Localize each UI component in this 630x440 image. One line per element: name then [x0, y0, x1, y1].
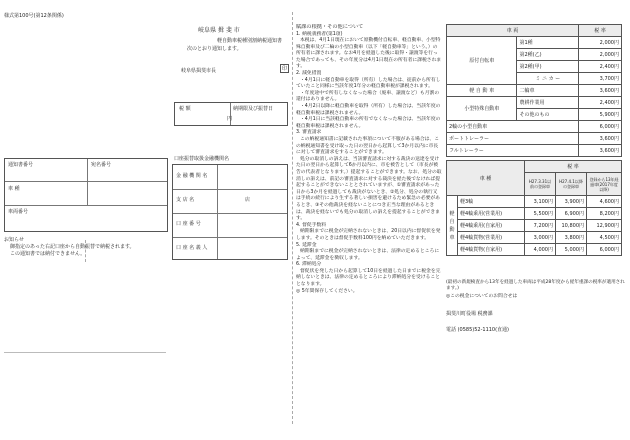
col-divider [217, 165, 218, 259]
body-paragraph: ◎ 5年間保存してください。 [296, 288, 358, 294]
group-cell: 軽 自 動 車 [447, 85, 517, 97]
bank-info-box [172, 164, 288, 260]
notes-title: お知らせ [4, 237, 24, 243]
table-row [447, 85, 622, 97]
col-divider [87, 159, 88, 205]
tax-label: 税 額 [179, 106, 191, 112]
explanation-column [296, 24, 442, 414]
rate-cell: 4,600円 [587, 196, 622, 208]
rate-cell: 2,400円 [579, 97, 622, 109]
rate-cell: 3,600円 [579, 85, 622, 97]
group-cell: 2輪の小型自動車 [447, 121, 579, 133]
tax-amount-box [174, 102, 288, 126]
type-cell: 軽4輪貨物(自家用) [458, 244, 525, 256]
body-paragraph: 1. 納税義務者(第1項) [296, 31, 343, 37]
group-cell: ボートトレーラー [447, 133, 579, 145]
rate-cell: 3,800円 [556, 232, 587, 244]
type-cell: その他のもの [517, 109, 579, 121]
contact-phone: 電話 (0585)52-1110(直通) [446, 327, 510, 333]
table-row [447, 133, 622, 145]
body-paragraph: 4. 督促手数料 [296, 222, 327, 228]
rate-table [446, 24, 622, 157]
type-cell: 第2種(乙) [517, 49, 579, 61]
row-divider [5, 181, 167, 182]
rate-cell: 5,500円 [525, 208, 556, 220]
rate-cell: 7,200円 [525, 220, 556, 232]
bank-section-title: 口座振替取扱金融機関名 [174, 156, 230, 162]
type-cell: ミ ニ カ ー [517, 73, 579, 85]
rate-cell: 3,700円 [579, 73, 622, 85]
body-paragraph: 納期限までに税金が完納されないときは、法律の定めるところによって、延滞金を徴収します。 [296, 249, 440, 261]
car-table-header-rate: 税 率 [525, 161, 622, 173]
body-paragraph: 督促状を発した日から起算して10日を経過した日までに税金を完納しないときは、法律の定めるところにより滞納処分を受けることとなります。 [296, 268, 441, 288]
type-cell: 第1種 [517, 37, 579, 49]
table-row [447, 232, 622, 244]
table-row [447, 97, 622, 109]
side-label: 軽自動車 [447, 196, 458, 256]
rate-cell: 8,200円 [587, 208, 622, 220]
greeting-text: 次のとおり通知します。 [187, 46, 242, 52]
fold-line [292, 12, 293, 424]
body-paragraph: 6. 滞納処分 [296, 262, 322, 268]
table-row [447, 208, 622, 220]
account-number-label: 口 座 番 号 [176, 221, 201, 227]
table-row [447, 196, 622, 208]
table-row [447, 121, 622, 133]
divider-line [4, 352, 166, 353]
row-divider [5, 205, 167, 206]
rate-cell: 6,000円 [579, 121, 622, 133]
group-cell: フルトレーラー [447, 145, 579, 157]
sub-header: H27.4.1以降の登録車 [556, 173, 587, 196]
due-label: 納期限及び振替日 [233, 106, 274, 112]
type-cell: 軽4輪乗用(営業用) [458, 208, 525, 220]
body-paragraph: ・4月1日に軽自動車を取得（所有）した場合は、従前から所有していたこと同様に当該年度1年分の軽自動車税が課税されます。 [296, 77, 441, 90]
table-row [447, 145, 622, 157]
rate-cell: 3,100円 [525, 196, 556, 208]
car-table-header-vehicle: 車 種 [447, 161, 525, 196]
rate-cell: 5,000円 [556, 244, 587, 256]
owner-info-box [4, 158, 168, 232]
body-paragraph: この納税通知書に記載された事項について不服がある場合は、この納税通知書を受け取った日の翌日から起算して3か月以内に市長に対して審査請求をすることができます。 [296, 137, 440, 156]
body-paragraph: 本税は、4月1日現在において原動機付自転車、軽自動車、小型特殊自動車及び二輪の小型自動車（以下「軽自動車等」という。）の所有者に課されます。なお4月を経過した後に取得・譲渡等を行った場合であっても、その年度分は4月1日現在の所有者に課税されます。 [296, 38, 442, 70]
row-divider [173, 189, 287, 190]
address-number-label: 宛名番号 [91, 162, 112, 168]
notice-number-label: 通知書番号 [8, 162, 34, 168]
rate-table-header-vehicle: 車 両 [447, 25, 579, 37]
type-cell: 軽4輪乗用(自家用) [458, 220, 525, 232]
table-row [447, 220, 622, 232]
yen-unit: 円 [227, 116, 233, 122]
body-paragraph: ・4月1日に当該軽自動車の所有でなくなった場合は、当該年度の軽自動車税は課税されません。 [296, 117, 441, 129]
body-paragraph: 納期限までに税金が完納されないときは、20日以内に督促状を発します。そのときは督促手数料100円を納めていただきます。 [296, 229, 441, 241]
body-paragraph: 5. 延滞金 [296, 242, 317, 248]
contact-office: 揖斐川町役場 税務課 [446, 311, 493, 317]
mayor-name: 岐阜県揖斐市長 [181, 68, 217, 74]
row-divider [173, 213, 287, 214]
rate-cell: 2,000円 [579, 49, 622, 61]
rate-cell: 6,900円 [556, 208, 587, 220]
city-name: 岐阜県 揖 斐 市 [198, 27, 240, 34]
type-cell: 農耕作業用 [517, 97, 579, 109]
body-paragraph: 3. 審査請求 [296, 130, 322, 136]
rate-cell: 3,600円 [579, 133, 622, 145]
note-line: 御指定のあった右記口座から自動振替で納税されます。 [10, 244, 135, 250]
type-cell: 第2種(甲) [517, 61, 579, 73]
group-cell: 小型特殊自動車 [447, 97, 517, 121]
car-rate-table [446, 160, 622, 256]
rate-cell: 4,000円 [525, 244, 556, 256]
notice-title: 軽自動車税種別割納税通知書 [217, 38, 283, 44]
rate-cell: 6,000円 [587, 244, 622, 256]
group-cell: 原付自転車 [447, 37, 517, 85]
type-cell: 軽3輪 [458, 196, 525, 208]
vehicle-number-label: 車両番号 [8, 209, 29, 215]
body-heading: 賦課の根拠・その他について [296, 24, 364, 30]
row-divider [173, 237, 287, 238]
rate-cell: 12,900円 [587, 220, 622, 232]
type-cell: 二輪車 [517, 85, 579, 97]
rate-cell: 5,900円 [579, 109, 622, 121]
seal-box [280, 64, 289, 73]
rate-cell: 3,900円 [556, 196, 587, 208]
note-line: この通知書では納付できません。 [10, 251, 86, 257]
table-row [447, 244, 622, 256]
rate-table-header-rate: 税 率 [579, 25, 622, 37]
seal-char: 印 [282, 66, 288, 72]
body-paragraph: ・年度途中で所有しなくなった場合（廃車、譲渡など）も月割の還付はありません。 [296, 90, 440, 103]
table-row [447, 37, 622, 49]
body-paragraph: ・4月2日以降に軽自動車を取得（所有）した場合は、当該年度の軽自動車税は課税されません。 [296, 104, 441, 116]
form-number: 様式第100号(第12条関係) [4, 13, 64, 19]
sub-header: 登録から13年経過車(2017年度以降) [587, 173, 622, 196]
sub-header: H27.3.31以前の登録車 [525, 173, 556, 196]
branch-label: 支 店 名 [176, 197, 195, 203]
rate-cell: 2,400円 [579, 61, 622, 73]
rate-cell: 10,800円 [556, 220, 587, 232]
body-paragraph: 処分の取消しの訴えは、当該審査請求に対する裁決の送達を受けた日の翌日から起算して6か月以内に、市を被告として（市長が被告の代表者となります。）提起することができます。なお、処分の取消しの訴えは、前記の審査請求に対する裁決を経た後でなければ提起することができないこととされていますが、①審査請求があった日から3か月を経過しても裁決がないとき、②処分、処分の執行又は手続の続行により生ずる著しい損害を避けるため緊急の必要があるとき、③その他裁決を経ないことにつき正当な理由があるときは、裁決を経ないでも処分の取消しの訴えを提起することができます。 [296, 156, 442, 222]
vehicle-type-label: 車 種 [8, 186, 20, 192]
account-holder-label: 口 座 名 義 人 [176, 245, 208, 251]
bank-name-label: 金 融 機 関 名 [176, 173, 208, 179]
body-paragraph: 2. 減免措置 [296, 71, 322, 77]
footnote-text: (最初の新規検査から13年を経過した車両は平成28年度から経年重課の税率が適用されます。) [446, 280, 625, 291]
rate-cell: 3,000円 [525, 232, 556, 244]
footnote-inquiry: ◎この税金についてのお問合せは [446, 294, 518, 299]
rate-cell: 4,500円 [587, 232, 622, 244]
type-cell: 軽4輪貨物(営業用) [458, 232, 525, 244]
rate-cell: 2,000円 [579, 37, 622, 49]
branch-suffix: 店 [245, 197, 251, 203]
rate-cell: 3,600円 [579, 145, 622, 157]
